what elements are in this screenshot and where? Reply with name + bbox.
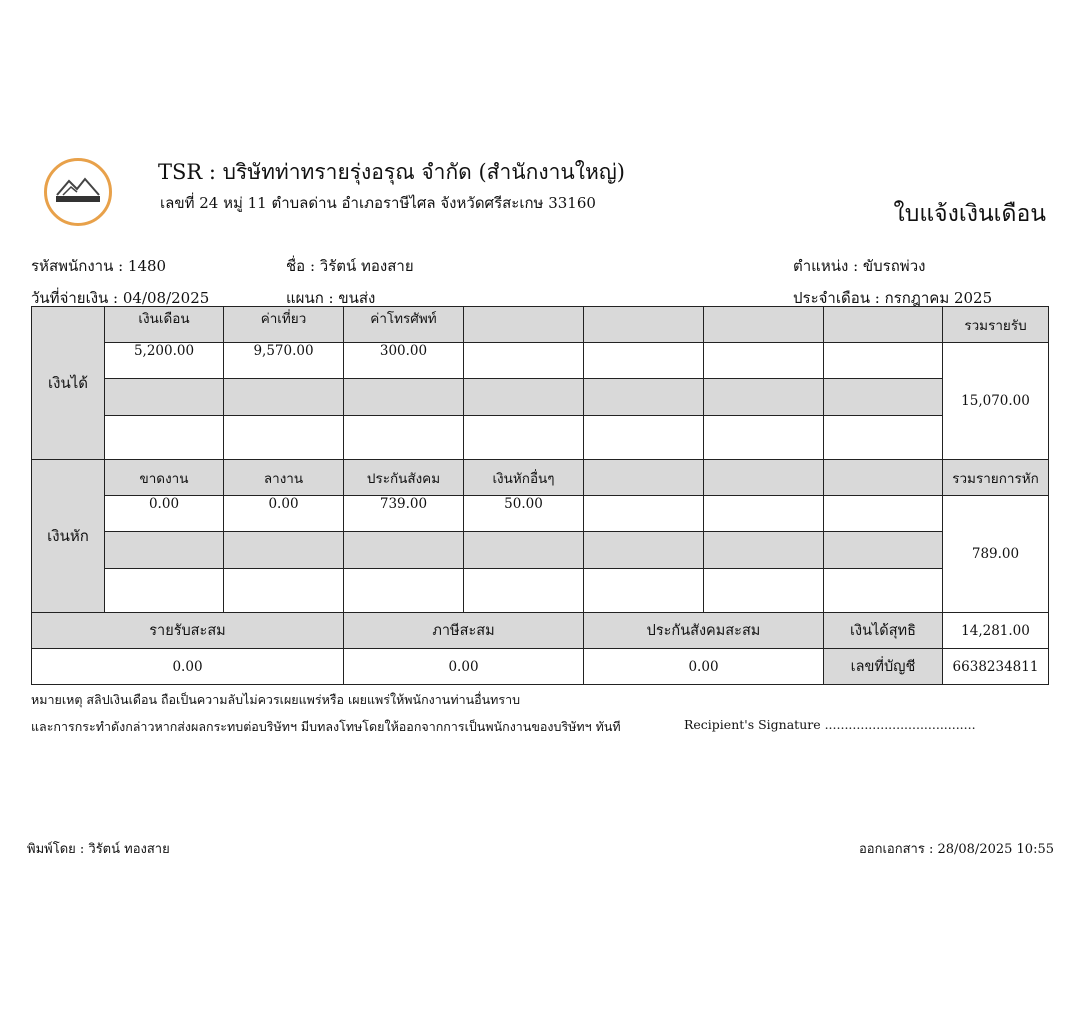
income-header: เงินเดือน	[105, 307, 224, 343]
net-income: 14,281.00	[943, 613, 1049, 649]
income-header: ค่าโทรศัพท์	[344, 307, 464, 343]
employee-id: รหัสพนักงาน : 1480	[31, 257, 167, 275]
accum-tax-label: ภาษีสะสม	[344, 613, 584, 649]
income-value: 300.00	[344, 343, 464, 379]
printed-by: พิมพ์โดย : วิรัตน์ ทองสาย	[27, 842, 170, 857]
income-label: เงินได้	[32, 307, 105, 460]
deduction-value: 739.00	[344, 496, 464, 532]
net-income-label: เงินได้สุทธิ	[824, 613, 943, 649]
income-header-empty	[464, 307, 584, 343]
income-total-label: รวมรายรับ	[943, 307, 1049, 343]
income-value: 5,200.00	[105, 343, 224, 379]
employee-position: ตำแหน่ง : ขับรถพ่วง	[793, 257, 926, 275]
company-name: TSR : บริษัทท่าทรายรุ่งอรุณ จำกัด (สำนักงานใหญ่)	[158, 160, 625, 184]
pay-date: วันที่จ่ายเงิน : 04/08/2025	[31, 289, 210, 307]
accum-ss-label: ประกันสังคมสะสม	[584, 613, 824, 649]
note-line-2: และการกระทำดังกล่าวหากส่งผลกระทบต่อบริษัทฯ มีบทลงโทษโดยให้ออกจากการเป็นพนักงานของบริษัทฯ ทันที	[31, 719, 621, 734]
mountain-logo-icon	[47, 161, 109, 223]
note-line-1: หมายเหตุ สลิปเงินเดือน ถือเป็นความลับไม่ควรเผยแพร่หรือ เผยแพร่ให้พนักงานท่านอื่นทราบ	[31, 692, 521, 707]
deduction-value: 0.00	[105, 496, 224, 532]
account-number: 6638234811	[943, 649, 1049, 685]
account-label: เลขที่บัญชี	[824, 649, 943, 685]
pay-period: ประจำเดือน : กรกฎาคม 2025	[793, 289, 993, 307]
deduction-header: ขาดงาน	[105, 460, 224, 496]
employee-department: แผนก : ขนส่ง	[286, 289, 376, 307]
income-total: 15,070.00	[943, 343, 1049, 460]
income-header-empty	[704, 307, 824, 343]
deduction-value: 0.00	[224, 496, 344, 532]
recipient-signature: Recipient's Signature ......................................	[684, 717, 976, 732]
document-title: ใบแจ้งเงินเดือน	[893, 201, 1046, 227]
income-header-empty	[584, 307, 704, 343]
issued-timestamp: ออกเอกสาร : 28/08/2025 10:55	[859, 842, 1054, 857]
income-header-empty	[824, 307, 943, 343]
company-logo	[44, 158, 112, 226]
income-header: ค่าเที่ยว	[224, 307, 344, 343]
accum-income-label: รายรับสะสม	[32, 613, 344, 649]
deduction-total-label: รวมรายการหัก	[943, 460, 1049, 496]
deduction-header: ประกันสังคม	[344, 460, 464, 496]
deduction-total: 789.00	[943, 496, 1049, 613]
deduction-label: เงินหัก	[32, 460, 105, 613]
deduction-header: ลางาน	[224, 460, 344, 496]
payslip-table	[31, 306, 1049, 685]
employee-name: ชื่อ : วิรัตน์ ทองสาย	[286, 257, 414, 275]
deduction-value: 50.00	[464, 496, 584, 532]
company-address: เลขที่ 24 หมู่ 11 ตำบลด่าน อำเภอราษีไศล จังหวัดศรีสะเกษ 33160	[160, 194, 596, 212]
income-value: 9,570.00	[224, 343, 344, 379]
accum-ss: 0.00	[584, 649, 824, 685]
accum-income: 0.00	[32, 649, 344, 685]
deduction-header: เงินหักอื่นๆ	[464, 460, 584, 496]
accum-tax: 0.00	[344, 649, 584, 685]
